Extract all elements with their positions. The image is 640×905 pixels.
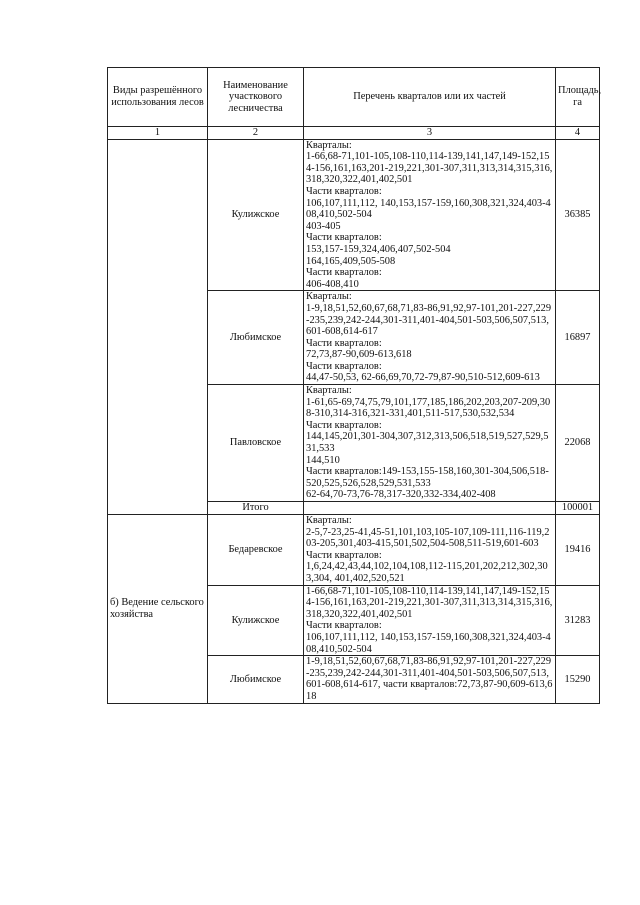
list-line: 106,107,111,112, 140,153,157-159,160,308,321,324,403-408,410,502-504	[306, 631, 551, 655]
column-number: 4	[556, 127, 600, 140]
quarters-list-cell	[304, 291, 556, 385]
list-line: 164,165,409,505-508	[306, 255, 396, 267]
list-line: 144,510	[306, 454, 340, 466]
table-row	[108, 139, 600, 291]
list-line: Части кварталов:	[306, 360, 382, 372]
header-use-type: Виды разрешённого использования лесов	[108, 68, 208, 127]
forestry-name-cell: Кулижское	[208, 585, 304, 656]
quarters-list-cell	[304, 656, 556, 703]
list-line: 72,73,87-90,609-613,618	[306, 349, 412, 361]
list-line: 153,157-159,324,406,407,502-504	[306, 243, 451, 255]
list-line: 1-9,18,51,52,60,67,68,71,83-86,91,92,97-101,201-227,229-235,239,242-244,301-311,401-404,501-503,506,507,513,601-608,614-617, части кварталов:72,73,87-90,609-613,618	[306, 656, 553, 702]
list-line: 144,145,201,301-304,307,312,313,506,518,519,527,529,531,533	[306, 431, 549, 455]
list-line: Части кварталов:149-153,155-158,160,301-304,506,518-520,525,526,528,529,531,533	[306, 466, 549, 489]
list-line: Части кварталов:	[306, 419, 382, 431]
list-line: Части кварталов:	[306, 185, 382, 197]
column-number: 3	[304, 127, 556, 140]
area-cell: 36385	[556, 139, 600, 291]
area-cell: 15290	[556, 656, 600, 703]
area-cell: 16897	[556, 291, 600, 385]
table-header-row	[108, 68, 600, 127]
list-line: 62-64,70-73,76-78,317-320,332-334,402-408	[306, 489, 496, 501]
total-area: 100001	[556, 502, 600, 515]
list-line: 1-66,68-71,101-105,108-110,114-139,141,147,149-152,154-156,161,163,201-219,221,301-307,311,313,314,315,316,318,320,322,401,402,501	[306, 585, 553, 620]
total-label: Итого	[208, 502, 304, 515]
use-type-cell	[108, 139, 208, 514]
list-line: Кварталы:	[306, 139, 352, 151]
area-cell: 19416	[556, 515, 600, 586]
list-line: Кварталы:	[306, 515, 352, 526]
area-cell: 31283	[556, 585, 600, 656]
column-number: 2	[208, 127, 304, 140]
list-line: Части кварталов:	[306, 620, 382, 632]
column-number: 1	[108, 127, 208, 140]
list-line: 106,107,111,112, 140,153,157-159,160,308,321,324,403-408,410,502-504	[306, 197, 551, 221]
list-line: 1,6,24,42,43,44,102,104,108,112-115,201,202,212,302,303,304, 401,402,520,521	[306, 561, 548, 584]
list-line: 406-408,410	[306, 278, 359, 290]
quarters-list-cell	[304, 139, 556, 291]
header-area: Площадь, га	[556, 68, 600, 127]
list-line: 403-405	[306, 220, 341, 232]
forestry-name-cell: Павловское	[208, 385, 304, 502]
list-line: 2-5,7-23,25-41,45-51,101,103,105-107,109-111,116-119,203-205,301,403-415,501,502,504-508,511-519,601-603	[306, 526, 550, 550]
header-quarters-list: Перечень кварталов или их частей	[304, 68, 556, 127]
list-line: 1-66,68-71,101-105,108-110,114-139,141,147,149-152,154-156,161,163,201-219,221,301-307,311,313,314,315,316,318,320,322,401,402,501	[306, 151, 553, 186]
forestry-name-cell: Любимское	[208, 291, 304, 385]
list-line: Кварталы:	[306, 291, 352, 303]
forest-use-table	[107, 67, 600, 704]
column-number-row	[108, 127, 600, 140]
list-line: Кварталы:	[306, 385, 352, 397]
list-line: Части кварталов:	[306, 232, 382, 244]
table-row	[108, 515, 600, 586]
list-line: Части кварталов:	[306, 267, 382, 279]
list-line: 1-61,65-69,74,75,79,101,177,185,186,202,203,207-209,308-310,314-316,321-331,401,511-517,530,532,534	[306, 396, 551, 420]
forestry-name-cell: Любимское	[208, 656, 304, 703]
list-line: 44,47-50,53, 62-66,69,70,72-79,87-90,510-512,609-613	[306, 372, 540, 384]
quarters-list-cell	[304, 585, 556, 656]
quarters-list-cell	[304, 385, 556, 502]
list-line: Части кварталов:	[306, 549, 382, 561]
area-cell: 22068	[556, 385, 600, 502]
forestry-name-cell: Кулижское	[208, 139, 304, 291]
use-type-cell: б) Ведение сельского хозяйства	[108, 515, 208, 704]
list-line: 1-9,18,51,52,60,67,68,71,83-86,91,92,97-101,201-227,229-235,239,242-244,301-311,401-404,501-503,506,507,513,601-608,614-617	[306, 302, 552, 338]
forestry-name-cell: Бедаревское	[208, 515, 304, 586]
total-empty-cell	[304, 502, 556, 515]
header-forestry-name: Наименование участкового лесничества	[208, 68, 304, 127]
quarters-list-cell	[304, 515, 556, 586]
list-line: Части кварталов:	[306, 337, 382, 349]
